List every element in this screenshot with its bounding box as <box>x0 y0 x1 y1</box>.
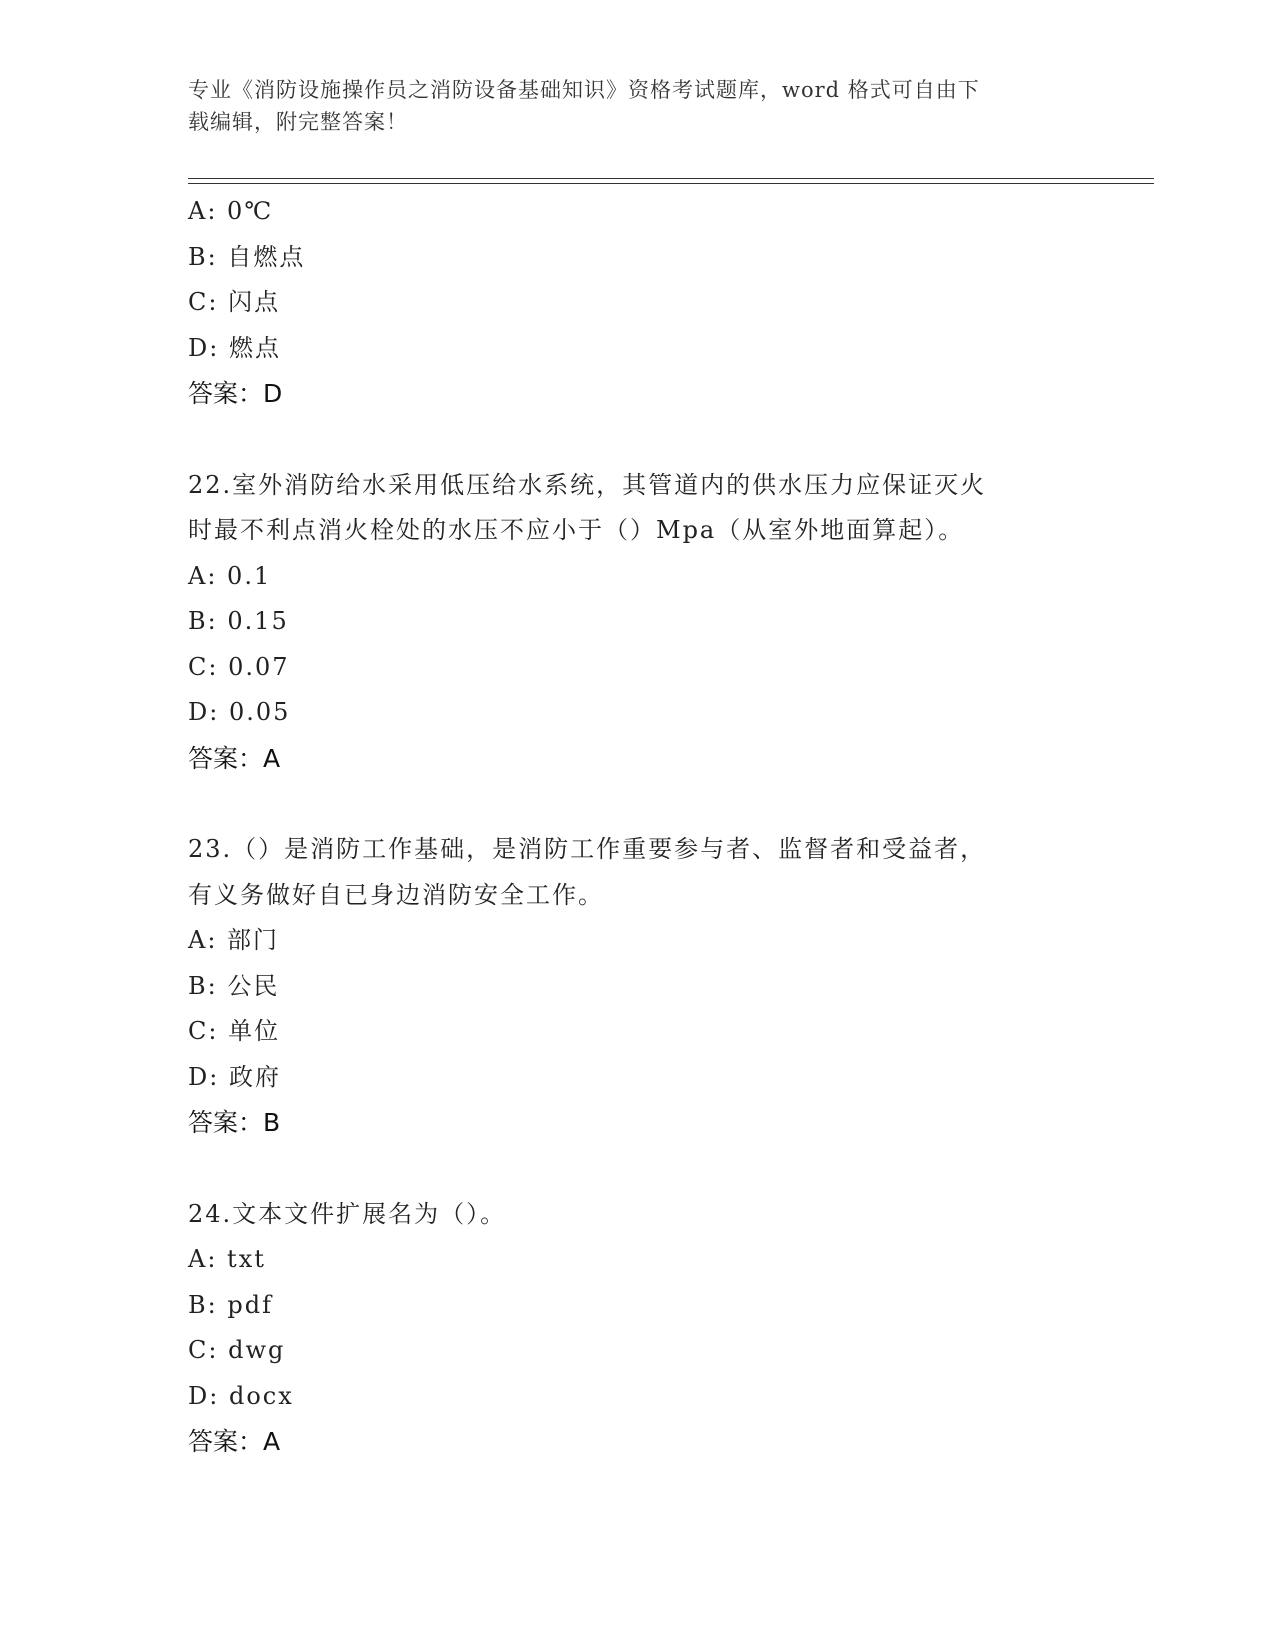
option-c: C: 闪点 <box>188 288 281 316</box>
header-divider-top <box>188 178 1154 179</box>
question-spacer <box>188 417 1088 463</box>
option-c: C: 单位 <box>188 1017 281 1045</box>
answer-label: 答案：B <box>188 1108 281 1137</box>
option-d: D: docx <box>188 1381 294 1410</box>
document-header <box>188 74 1068 138</box>
question-stem-line: 23.（）是消防工作基础，是消防工作重要参与者、监督者和受益者， <box>188 835 987 863</box>
question-stem-line: 24.文本文件扩展名为（）。 <box>188 1199 507 1228</box>
answer-label: 答案：A <box>188 743 281 773</box>
question-stem-line: 22.室外消防给水采用低压给水系统，其管道内的供水压力应保证灭火 <box>188 470 987 499</box>
option-b: B: 0.15 <box>188 607 289 635</box>
question-24 <box>188 1192 1088 1465</box>
answer-label: 答案：A <box>188 1427 281 1456</box>
option-b: B: pdf <box>188 1290 273 1319</box>
header-divider-bottom <box>188 183 1154 184</box>
header-title-line-1: 专业《消防设施操作员之消防设备基础知识》资格考试题库，word 格式可自由下 <box>188 78 980 102</box>
option-d: D: 政府 <box>188 1062 281 1091</box>
option-b: B: 自燃点 <box>188 242 306 271</box>
option-b: B: 公民 <box>188 971 280 1000</box>
header-title-line-2: 载编辑，附完整答案！ <box>188 110 408 134</box>
option-a: A: 0.1 <box>188 561 272 590</box>
question-list <box>188 189 1088 1465</box>
question-spacer <box>188 1146 1088 1192</box>
option-a: A: 部门 <box>188 926 280 954</box>
question-stem-line: 时最不利点消火栓处的水压不应小于（）Mpa（从室外地面算起）。 <box>188 516 965 544</box>
option-c: C: 0.07 <box>188 652 290 681</box>
question-21-continuation <box>188 189 1088 417</box>
option-d: D: 0.05 <box>188 698 291 726</box>
option-d: D: 燃点 <box>188 333 281 362</box>
question-22 <box>188 463 1088 782</box>
question-23 <box>188 827 1088 1146</box>
option-c: C: dwg <box>188 1336 286 1364</box>
question-stem-line: 有义务做好自已身边消防安全工作。 <box>188 880 604 909</box>
question-spacer <box>188 781 1088 827</box>
answer-label: 答案：D <box>188 379 283 408</box>
option-a: A: 0℃ <box>188 197 274 225</box>
option-a: A: txt <box>188 1245 266 1273</box>
